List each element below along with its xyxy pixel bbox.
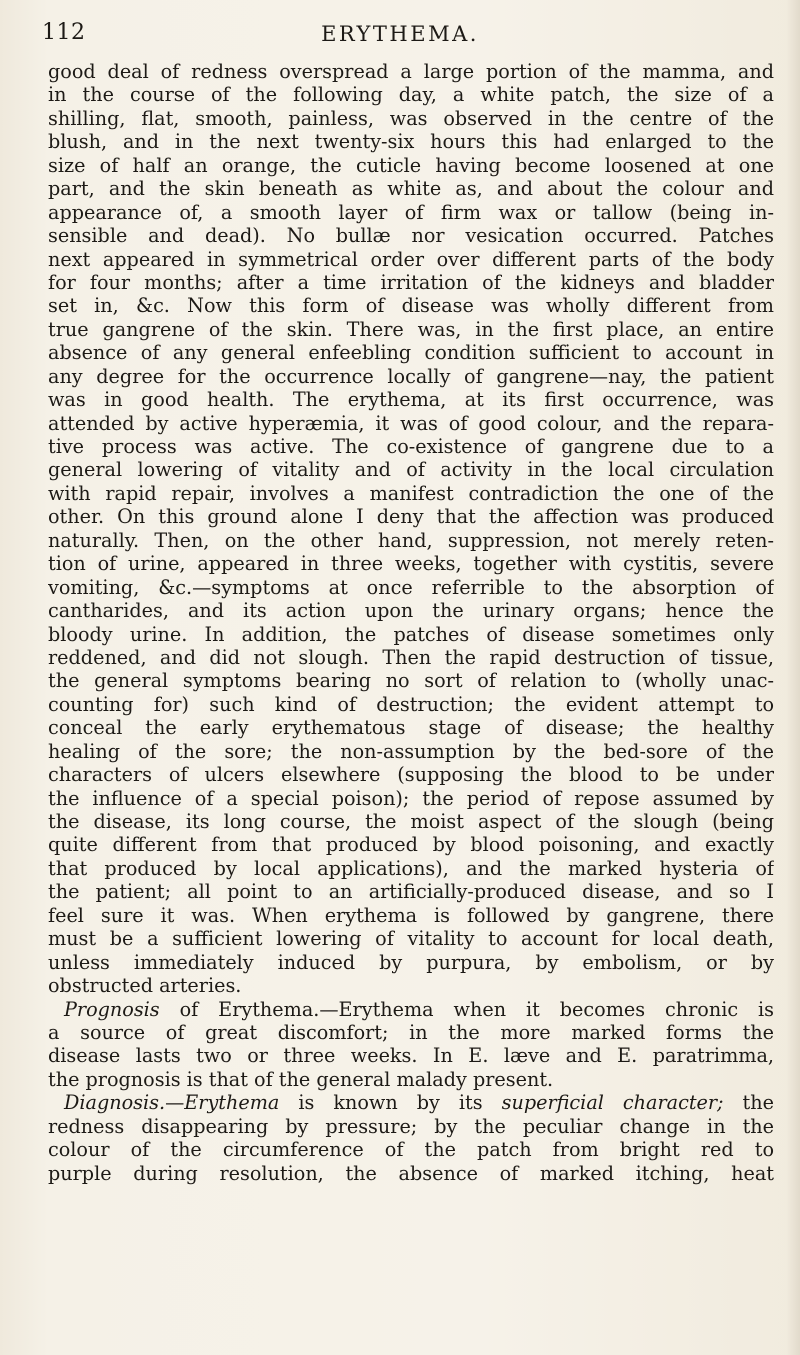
text-line: for four months; after a time irritation of the kidneys and bladder xyxy=(48,270,774,294)
text-line: tive process was active. The co-existence of gangrene due to a xyxy=(48,435,774,458)
text-line: absence of any general enfeebling condition sufficient to account in xyxy=(48,341,774,365)
text-line: good deal of redness overspread a large portion of the mamma, and xyxy=(48,60,774,83)
text-line: bloody urine. In addition, the patches of disease sometimes only xyxy=(48,622,774,646)
text-line: the prognosis is that of the general malady present. xyxy=(48,1067,554,1091)
text-line: tion of urine, appeared in three weeks, together with cystitis, severe xyxy=(48,552,774,576)
text-line: counting for) such kind of destruction; the evident attempt to xyxy=(48,692,774,716)
text-line: the disease, its long course, the moist aspect of the slough (being xyxy=(48,810,774,833)
text-line: next appeared in symmetrical order over different parts of the body xyxy=(48,247,774,271)
text-line: feel sure it was. When erythema is followed by gangrene, there xyxy=(48,903,774,927)
text-line: attended by active hyperæmia, it was of good colour, and the repara- xyxy=(48,411,774,435)
text-line: a source of great discomfort; in the more marked forms the xyxy=(48,1020,774,1044)
diagnosis-heading: Diagnosis. xyxy=(64,1091,166,1115)
diagnosis-emphasis: superficial character; xyxy=(501,1091,724,1115)
text-line: with rapid repair, involves a manifest contradiction the one of the xyxy=(48,481,774,505)
text-line: conceal the early erythematous stage of disease; the healthy xyxy=(48,716,774,740)
text-line: set in, &c. Now this form of disease was wholly different from xyxy=(48,294,774,318)
text-line: colour of the circumference of the patch from bright red to xyxy=(48,1138,774,1162)
diagnosis-term: Erythema xyxy=(184,1091,280,1115)
text-line: true gangrene of the skin. There was, in the first place, an entire xyxy=(48,317,774,341)
text-line: characters of ulcers elsewhere (supposing the blood to be under xyxy=(48,763,774,787)
body-text xyxy=(48,60,774,1185)
running-title: ERYTHEMA. xyxy=(321,22,479,46)
prognosis-heading: Prognosis xyxy=(64,997,160,1021)
page-header xyxy=(0,14,800,54)
text-line: cantharides, and its action upon the urinary organs; hence the xyxy=(48,599,774,623)
prognosis-paragraph-first-line xyxy=(48,998,774,1021)
text-line: naturally. Then, on the other hand, suppression, not merely reten- xyxy=(48,528,774,552)
text-line: redness disappearing by pressure; by the peculiar change in the xyxy=(48,1114,774,1138)
text-line: blush, and in the next twenty-six hours this had enlarged to the xyxy=(48,130,774,154)
text-line: must be a sufficient lowering of vitality to account for local death, xyxy=(48,927,774,951)
text-line: that produced by local applications), and the marked hysteria of xyxy=(48,856,774,880)
text-line: sensible and dead). No bullæ nor vesication occurred. Patches xyxy=(48,224,774,248)
text-line: size of half an orange, the cuticle having become loosened at one xyxy=(48,153,774,177)
diagnosis-paragraph-first-line xyxy=(48,1091,774,1114)
text-line: general lowering of vitality and of activity in the local circulation xyxy=(48,458,774,482)
text-line: the patient; all point to an artificially-produced disease, and so I xyxy=(48,880,774,904)
text-line: unless immediately induced by purpura, by embolism, or by xyxy=(48,950,774,974)
text-line: obstructed arteries. xyxy=(48,974,242,998)
diagnosis-text-tail: the xyxy=(723,1091,774,1115)
page-edge-shadow xyxy=(786,0,800,1355)
text-line: reddened, and did not slough. Then the rapid destruction of tissue, xyxy=(48,645,774,669)
text-line: in the course of the following day, a white patch, the size of a xyxy=(48,83,774,107)
text-line: purple during resolution, the absence of marked itching, heat xyxy=(48,1161,774,1185)
text-line: healing of the sore; the non-assumption by the bed-sore of the xyxy=(48,739,774,763)
text-line: any degree for the occurrence locally of gangrene—nay, the patient xyxy=(48,364,774,388)
text-line: other. On this ground alone I deny that the affection was produced xyxy=(48,505,774,529)
text-line: was in good health. The erythema, at its first occurrence, was xyxy=(48,388,774,412)
text-line: disease lasts two or three weeks. In E. læve and E. paratrimma, xyxy=(48,1044,774,1068)
diagnosis-text: is known by its xyxy=(279,1091,502,1115)
page-number: 112 xyxy=(42,20,86,45)
diagnosis-dash: — xyxy=(165,1091,185,1115)
text-line: the influence of a special poison); the period of repose assumed by xyxy=(48,786,774,810)
text-line: vomiting, &c.—symptoms at once referrible to the absorption of xyxy=(48,575,774,599)
prognosis-text: of Erythema.—Erythema when it becomes chronic is xyxy=(159,997,774,1021)
text-line: appearance of, a smooth layer of firm wax or tallow (being in- xyxy=(48,200,774,224)
text-line: part, and the skin beneath as white as, and about the colour and xyxy=(48,177,774,201)
text-line: the general symptoms bearing no sort of relation to (wholly unac- xyxy=(48,669,774,693)
text-line: quite different from that produced by blood poisoning, and exactly xyxy=(48,833,774,857)
text-line: shilling, flat, smooth, painless, was observed in the centre of the xyxy=(48,106,774,130)
